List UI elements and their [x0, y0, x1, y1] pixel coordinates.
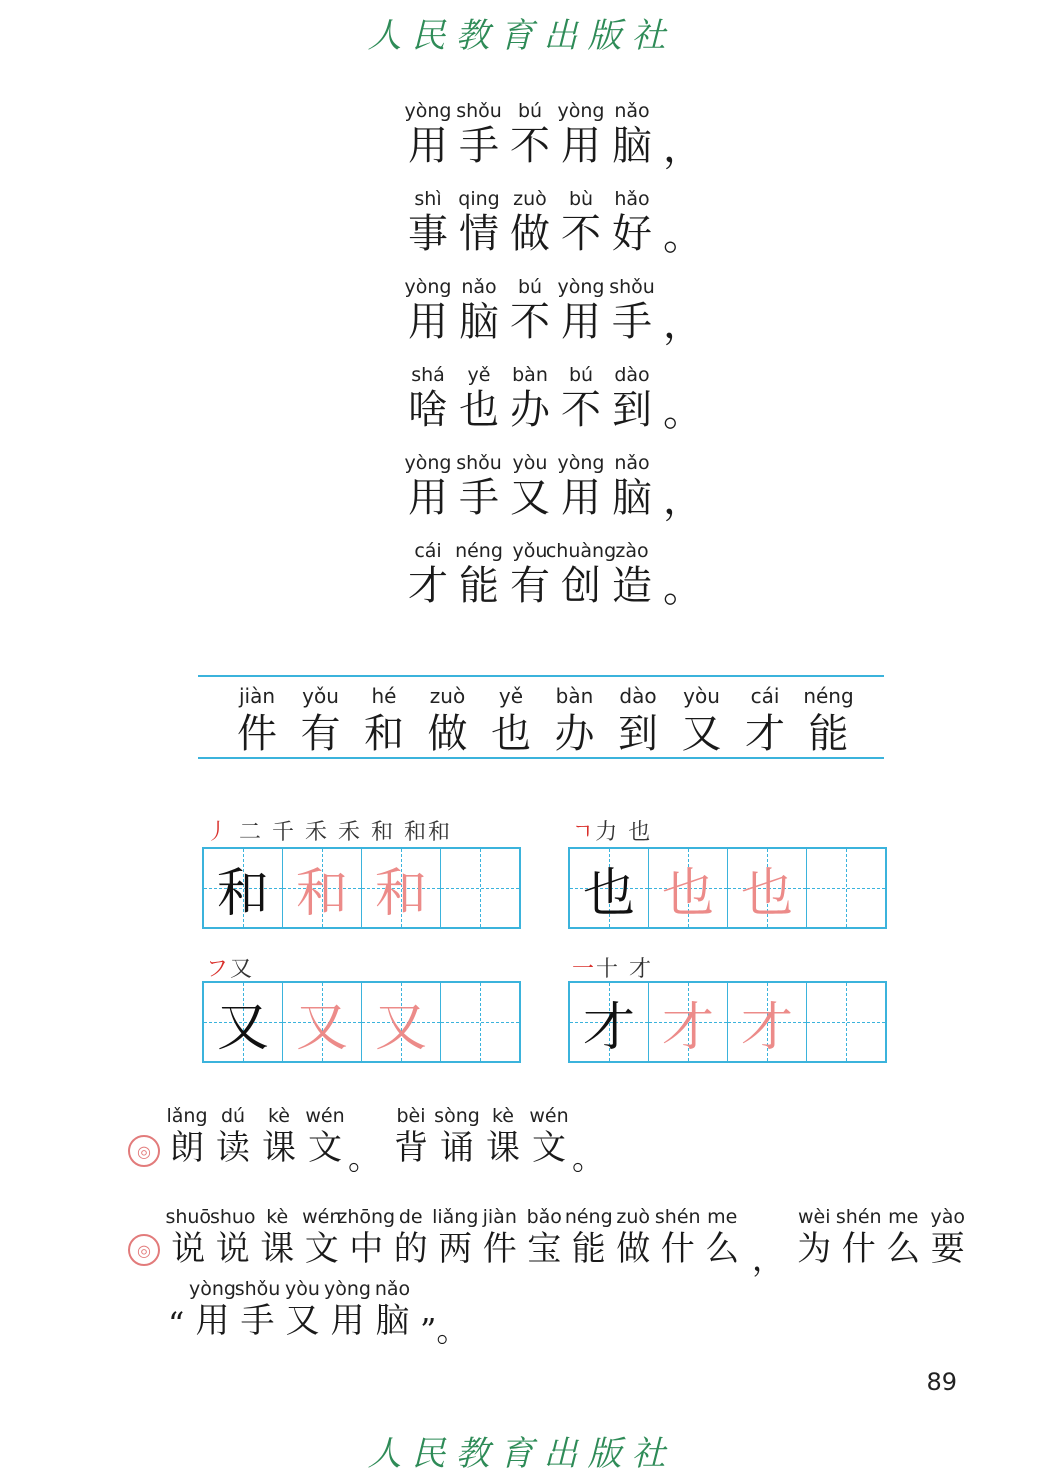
pinyin: yòng	[557, 452, 605, 474]
word-table-bottom-rule	[198, 757, 884, 759]
grid-cell	[807, 983, 885, 1061]
pinyin: dào	[619, 684, 657, 708]
pinyin: bú	[517, 276, 543, 298]
hanzi: 用	[408, 299, 448, 345]
hanzi: 么	[705, 1229, 740, 1269]
pinyin: shuo	[209, 1206, 256, 1228]
stroke-order	[572, 815, 652, 846]
pinyin: shǒu	[456, 452, 502, 474]
trace-char: 和	[295, 863, 348, 924]
pinyin: nǎo	[614, 452, 650, 474]
pinyin: dú	[220, 1105, 246, 1127]
stroke-order	[572, 952, 653, 983]
grid-cell	[807, 849, 885, 927]
pinyin: hǎo	[614, 188, 650, 210]
pinyin: bú	[568, 364, 594, 386]
punctuation: ”。	[420, 1311, 469, 1349]
hanzi: 说	[171, 1229, 206, 1269]
pinyin: bàn	[555, 684, 594, 708]
hanzi: 宝	[527, 1229, 562, 1269]
pinyin: nǎo	[461, 276, 497, 298]
punctuation: ，	[663, 301, 703, 347]
hanzi: 做	[427, 711, 468, 757]
hanzi: 手	[612, 299, 652, 345]
pinyin: yòng	[557, 276, 605, 298]
pinyin: shì	[414, 188, 442, 210]
hanzi: 什	[841, 1229, 876, 1269]
tianzige-grid	[202, 981, 521, 1063]
pinyin: wén	[302, 1206, 342, 1228]
hanzi: 创	[561, 563, 601, 609]
hanzi: 脑	[612, 123, 652, 169]
stroke-order	[206, 952, 254, 983]
hanzi: 课	[262, 1128, 296, 1168]
pinyin: zào	[615, 540, 649, 562]
hanzi: 能	[571, 1229, 606, 1269]
hanzi: 到	[612, 387, 652, 433]
first-stroke: 丿	[206, 820, 231, 845]
remaining-strokes: 又	[230, 957, 255, 982]
hanzi: 手	[240, 1301, 275, 1341]
hanzi: 用	[408, 123, 448, 169]
pinyin: jiàn	[238, 684, 276, 708]
pinyin: nǎo	[614, 100, 650, 122]
hanzi: 不	[561, 211, 601, 257]
hanzi: 读	[216, 1128, 250, 1168]
pinyin: yòng	[404, 452, 452, 474]
pinyin: hé	[371, 684, 397, 708]
pinyin: jiàn	[482, 1206, 517, 1228]
hanzi: 课	[486, 1128, 520, 1168]
hanzi: 文	[308, 1128, 342, 1168]
grid-cell	[570, 983, 649, 1061]
model-char: 才	[582, 997, 635, 1058]
hanzi: 文	[532, 1128, 566, 1168]
grid-cell	[362, 849, 441, 927]
hanzi: 啥	[408, 387, 448, 433]
grid-cell	[728, 983, 807, 1061]
hanzi: 文	[304, 1229, 339, 1269]
pinyin: qing	[458, 188, 500, 210]
hanzi: 要	[930, 1229, 965, 1269]
punctuation: ，	[663, 125, 703, 171]
trace-char: 才	[740, 997, 793, 1058]
hanzi: 不	[561, 387, 601, 433]
grid-cell	[204, 983, 283, 1061]
hanzi: 脑	[612, 475, 652, 521]
pinyin: cái	[750, 684, 780, 708]
grid-cell	[283, 849, 362, 927]
model-char: 也	[582, 863, 635, 924]
pinyin: bǎo	[526, 1206, 562, 1228]
hanzi: 用	[561, 299, 601, 345]
punctuation: 。	[572, 1139, 605, 1177]
punctuation: ，	[663, 477, 703, 523]
pinyin: wèi	[797, 1206, 831, 1228]
pinyin: néng	[455, 540, 503, 562]
hanzi: 又	[285, 1301, 320, 1341]
first-stroke: フ	[206, 957, 231, 982]
hanzi: 什	[660, 1229, 695, 1269]
hanzi: 用	[408, 475, 448, 521]
hanzi: 又	[510, 475, 550, 521]
hanzi: 用	[561, 475, 601, 521]
hanzi: 有	[300, 711, 341, 757]
pinyin: néng	[803, 684, 854, 708]
hanzi: 么	[886, 1229, 921, 1269]
remaining-strokes: 十 才	[596, 957, 654, 982]
hanzi: 也	[459, 387, 499, 433]
tianzige-grid	[202, 847, 521, 929]
grid-cell	[649, 849, 728, 927]
pinyin: kè	[491, 1105, 514, 1127]
pinyin: kè	[266, 1206, 289, 1228]
pinyin: bù	[568, 188, 594, 210]
pinyin: yě	[498, 684, 524, 708]
punctuation: 。	[663, 565, 703, 611]
hanzi: 不	[510, 299, 550, 345]
hanzi: 课	[260, 1229, 295, 1269]
pinyin: dào	[614, 364, 650, 386]
pinyin: chuàng	[545, 540, 617, 562]
hanzi: 到	[618, 711, 658, 757]
poem	[380, 100, 720, 620]
hanzi: 背	[394, 1128, 428, 1168]
hanzi: 中	[349, 1229, 384, 1269]
hanzi: 能	[459, 563, 499, 609]
pinyin: cái	[414, 540, 442, 562]
pinyin: yòng	[404, 276, 452, 298]
hanzi: 的	[393, 1229, 428, 1269]
pinyin: nǎo	[374, 1278, 411, 1300]
stroke-order	[206, 815, 452, 846]
punctuation: 。	[663, 389, 703, 435]
hanzi: 才	[408, 563, 448, 609]
hanzi: 做	[510, 211, 550, 257]
punctuation: ，	[752, 1240, 785, 1278]
hanzi: 用	[561, 123, 601, 169]
pinyin: yòu	[512, 452, 548, 474]
pinyin: de	[398, 1206, 423, 1228]
publisher-logo-bottom: 人民教育出版社	[367, 1434, 676, 1474]
tianzige-grid	[568, 847, 887, 929]
pinyin: shǒu	[456, 100, 502, 122]
hanzi: 也	[491, 711, 531, 757]
hanzi: 事	[408, 211, 448, 257]
grid-cell	[649, 983, 728, 1061]
grid-cell	[441, 849, 519, 927]
first-stroke: 一	[572, 957, 597, 982]
pinyin: yòu	[285, 1278, 320, 1300]
pinyin: yòng	[324, 1278, 371, 1300]
word-list	[226, 684, 866, 757]
pinyin: yào	[930, 1206, 965, 1228]
pinyin: shǒu	[609, 276, 655, 298]
hanzi: 件	[237, 711, 277, 757]
pinyin: shá	[411, 364, 445, 386]
grid-cell	[204, 849, 283, 927]
grid-cell	[362, 983, 441, 1061]
pinyin: wén	[305, 1105, 345, 1127]
pinyin: bàn	[512, 364, 548, 386]
pinyin: néng	[564, 1206, 613, 1228]
pinyin: bèi	[396, 1105, 426, 1127]
grid-cell	[283, 983, 362, 1061]
hanzi: 办	[554, 711, 595, 757]
hanzi: 手	[459, 123, 499, 169]
pinyin: shuō	[165, 1206, 212, 1228]
hanzi: 手	[459, 475, 499, 521]
pinyin: wén	[529, 1105, 569, 1127]
model-char: 和	[216, 863, 269, 924]
trace-char: 又	[374, 997, 427, 1058]
model-char: 又	[216, 997, 269, 1058]
pinyin: yòng	[404, 100, 452, 122]
hanzi: 好	[612, 211, 652, 257]
pinyin: lǎng	[166, 1105, 208, 1127]
trace-char: 也	[740, 863, 793, 924]
tianzige-grid	[568, 981, 887, 1063]
pinyin: yǒu	[302, 684, 339, 708]
publisher-logo-top: 人民教育出版社	[367, 16, 676, 56]
word-table-top-rule	[198, 675, 884, 677]
trace-char: 也	[661, 863, 714, 924]
pinyin: zuò	[616, 1206, 651, 1228]
pinyin: zuò	[513, 188, 547, 210]
hanzi: 有	[510, 563, 550, 609]
pinyin: sòng	[434, 1105, 480, 1127]
exercise-icon: ◎	[128, 1135, 160, 1167]
exercise-icon: ◎	[128, 1234, 160, 1266]
hanzi: 造	[612, 563, 652, 609]
hanzi: 两	[438, 1229, 473, 1269]
hanzi: 诵	[440, 1128, 474, 1168]
pinyin: liǎng	[432, 1206, 479, 1228]
first-stroke: ㄱ	[572, 820, 596, 845]
hanzi: 做	[616, 1229, 651, 1269]
hanzi: 脑	[459, 299, 499, 345]
punctuation: “	[168, 1305, 185, 1343]
hanzi: 和	[364, 711, 404, 757]
remaining-strokes: 力 也	[595, 820, 653, 845]
remaining-strokes: 二 千 禾 禾 和 和和	[230, 820, 452, 845]
pinyin: zhōng	[337, 1206, 396, 1228]
trace-char: 才	[661, 997, 714, 1058]
hanzi: 情	[459, 211, 499, 257]
punctuation: 。	[348, 1139, 381, 1177]
hanzi: 才	[745, 711, 785, 757]
page-number: 89	[926, 1368, 957, 1396]
hanzi: 朗	[170, 1128, 204, 1168]
hanzi: 说	[215, 1229, 250, 1269]
pinyin: yǒu	[512, 540, 548, 562]
pinyin: zuò	[429, 684, 466, 708]
trace-char: 和	[374, 863, 427, 924]
hanzi: 件	[482, 1229, 517, 1269]
trace-char: 又	[295, 997, 348, 1058]
pinyin: shén	[835, 1206, 882, 1228]
pinyin: me	[888, 1206, 919, 1228]
pinyin: bú	[517, 100, 543, 122]
grid-cell	[570, 849, 649, 927]
hanzi: 用	[330, 1301, 365, 1341]
hanzi: 不	[510, 123, 550, 169]
pinyin: me	[707, 1206, 738, 1228]
hanzi: 能	[808, 711, 849, 757]
hanzi: 又	[681, 711, 722, 757]
pinyin: yòu	[683, 684, 720, 708]
hanzi: 办	[510, 387, 550, 433]
hanzi: 为	[797, 1229, 832, 1269]
pinyin: shén	[654, 1206, 701, 1228]
pinyin: yòng	[189, 1278, 236, 1300]
pinyin: yòng	[557, 100, 605, 122]
pinyin: shǒu	[234, 1278, 281, 1300]
pinyin: yě	[467, 364, 491, 386]
punctuation: 。	[663, 213, 703, 259]
grid-cell	[728, 849, 807, 927]
hanzi: 用	[195, 1301, 230, 1341]
grid-cell	[441, 983, 519, 1061]
hanzi: 脑	[375, 1301, 410, 1341]
pinyin: kè	[267, 1105, 290, 1127]
